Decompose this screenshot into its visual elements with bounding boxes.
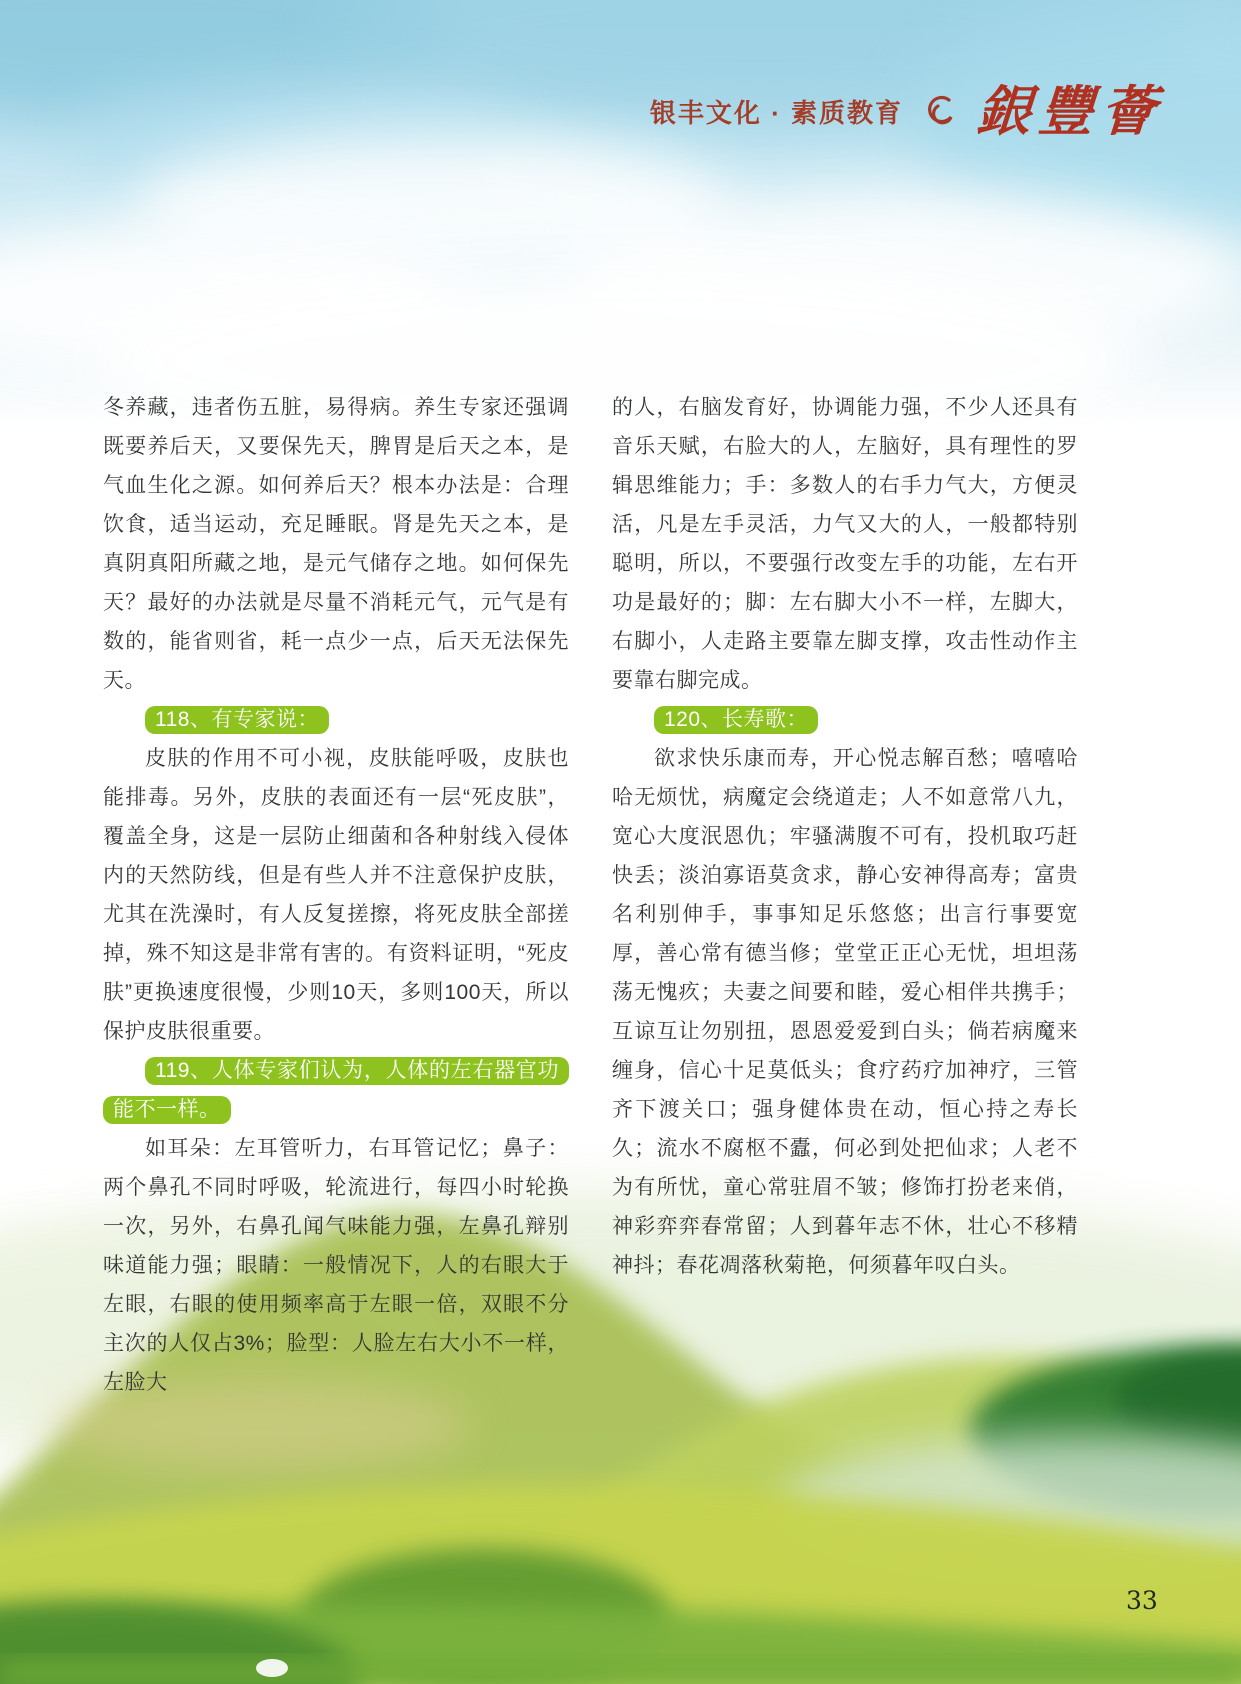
- heading-pill-120: 120、长寿歌：: [654, 706, 818, 734]
- page-header: [649, 79, 1166, 143]
- swirl-icon: [925, 94, 955, 128]
- paragraph-longevity-song: 欲求快乐康而寿，开心悦志解百愁；嘻嘻哈哈无烦忧，病魔定会绕道走；人不如意常八九，宽心大度泯恩仇；牢骚满腹不可有，投机取巧赶快丢；淡泊寡语莫贪求，静心安神得高寿；富贵名利别伸手，事事知足乐悠悠；出言行事要宽厚，善心常有德当修；堂堂正正心无忧，坦坦荡荡无愧疚；夫妻之间要和睦，爱心相伴共携手；互谅互让勿别扭，恩恩爱爱到白头；倘若病魔来缠身，信心十足莫低头；食疗药疗加神疗，三管齐下渡关口；强身健体贵在动，恒心持之寿长久；流水不腐枢不蠹，何必到处把仙求；人老不为有所忧，童心常驻眉不皱；修饰打扮老来俏，神彩弈弈春常留；人到暮年志不休，壮心不移精神抖；春花凋落秋菊艳，何须暮年叹白头。: [612, 747, 1078, 1277]
- section-heading-118: [103, 700, 569, 739]
- right-column: [612, 388, 1078, 1285]
- left-column: [103, 388, 569, 1402]
- section-heading-120: [612, 700, 1078, 739]
- section-heading-119: [103, 1051, 569, 1129]
- brand-logo: 銀豐薈: [974, 79, 1166, 143]
- paragraph-left-right-organs: 如耳朵：左耳管听力，右耳管记忆；鼻子：两个鼻孔不同时呼吸，轮流进行，每四小时轮换一次，另外，右鼻孔闻气味能力强，左鼻孔辩别味道能力强；眼睛：一般情况下，人的右眼大于左眼，右眼的使用频率高于左眼一倍，双眼不分主次的人仅占3%；脸型：人脸左右大小不一样，左脸大: [103, 1137, 569, 1394]
- heading-pill-119: 119、人体专家们认为，人体的左右器官功能不一样。: [103, 1057, 569, 1124]
- brand-tagline: 银丰文化 · 素质教育: [649, 97, 903, 128]
- paragraph-winter-health: 冬养藏，违者伤五脏，易得病。养生专家还强调既要养后天，又要保先天，脾胃是后天之本，是气血生化之源。如何养后天？根本办法是：合理饮食，适当运动，充足睡眠。肾是先天之本，是真阴真阳所藏之地，是元气储存之地。如何保先天？最好的办法就是尽量不消耗元气，元气是有数的，能省则省，耗一点少一点，后天无法保先天。: [103, 396, 569, 692]
- page-number: 33: [1126, 1586, 1158, 1615]
- paragraph-skin: 皮肤的作用不可小视，皮肤能呼吸，皮肤也能排毒。另外，皮肤的表面还有一层“死皮肤”，覆盖全身，这是一层防止细菌和各种射线入侵体内的天然防线，但是有些人并不注意保护皮肤，尤其在洗澡时，有人反复搓擦，将死皮肤全部搓掉，殊不知这是非常有害的。有资料证明，“死皮肤”更换速度很慢，少则10天，多则100天，所以保护皮肤很重要。: [103, 747, 569, 1043]
- heading-pill-118: 118、有专家说：: [145, 706, 329, 734]
- paragraph-left-right-organs-continued: 的人，右脑发育好，协调能力强，不少人还具有音乐天赋，右脸大的人，左脑好，具有理性的罗辑思维能力；手：多数人的右手力气大，方便灵活，凡是左手灵活，力气又大的人，一般都特别聪明，所以，不要强行改变左手的功能，左右开功是最好的；脚：左右脚大小不一样，左脚大，右脚小，人走路主要靠左脚支撑，攻击性动作主要靠右脚完成。: [612, 396, 1078, 692]
